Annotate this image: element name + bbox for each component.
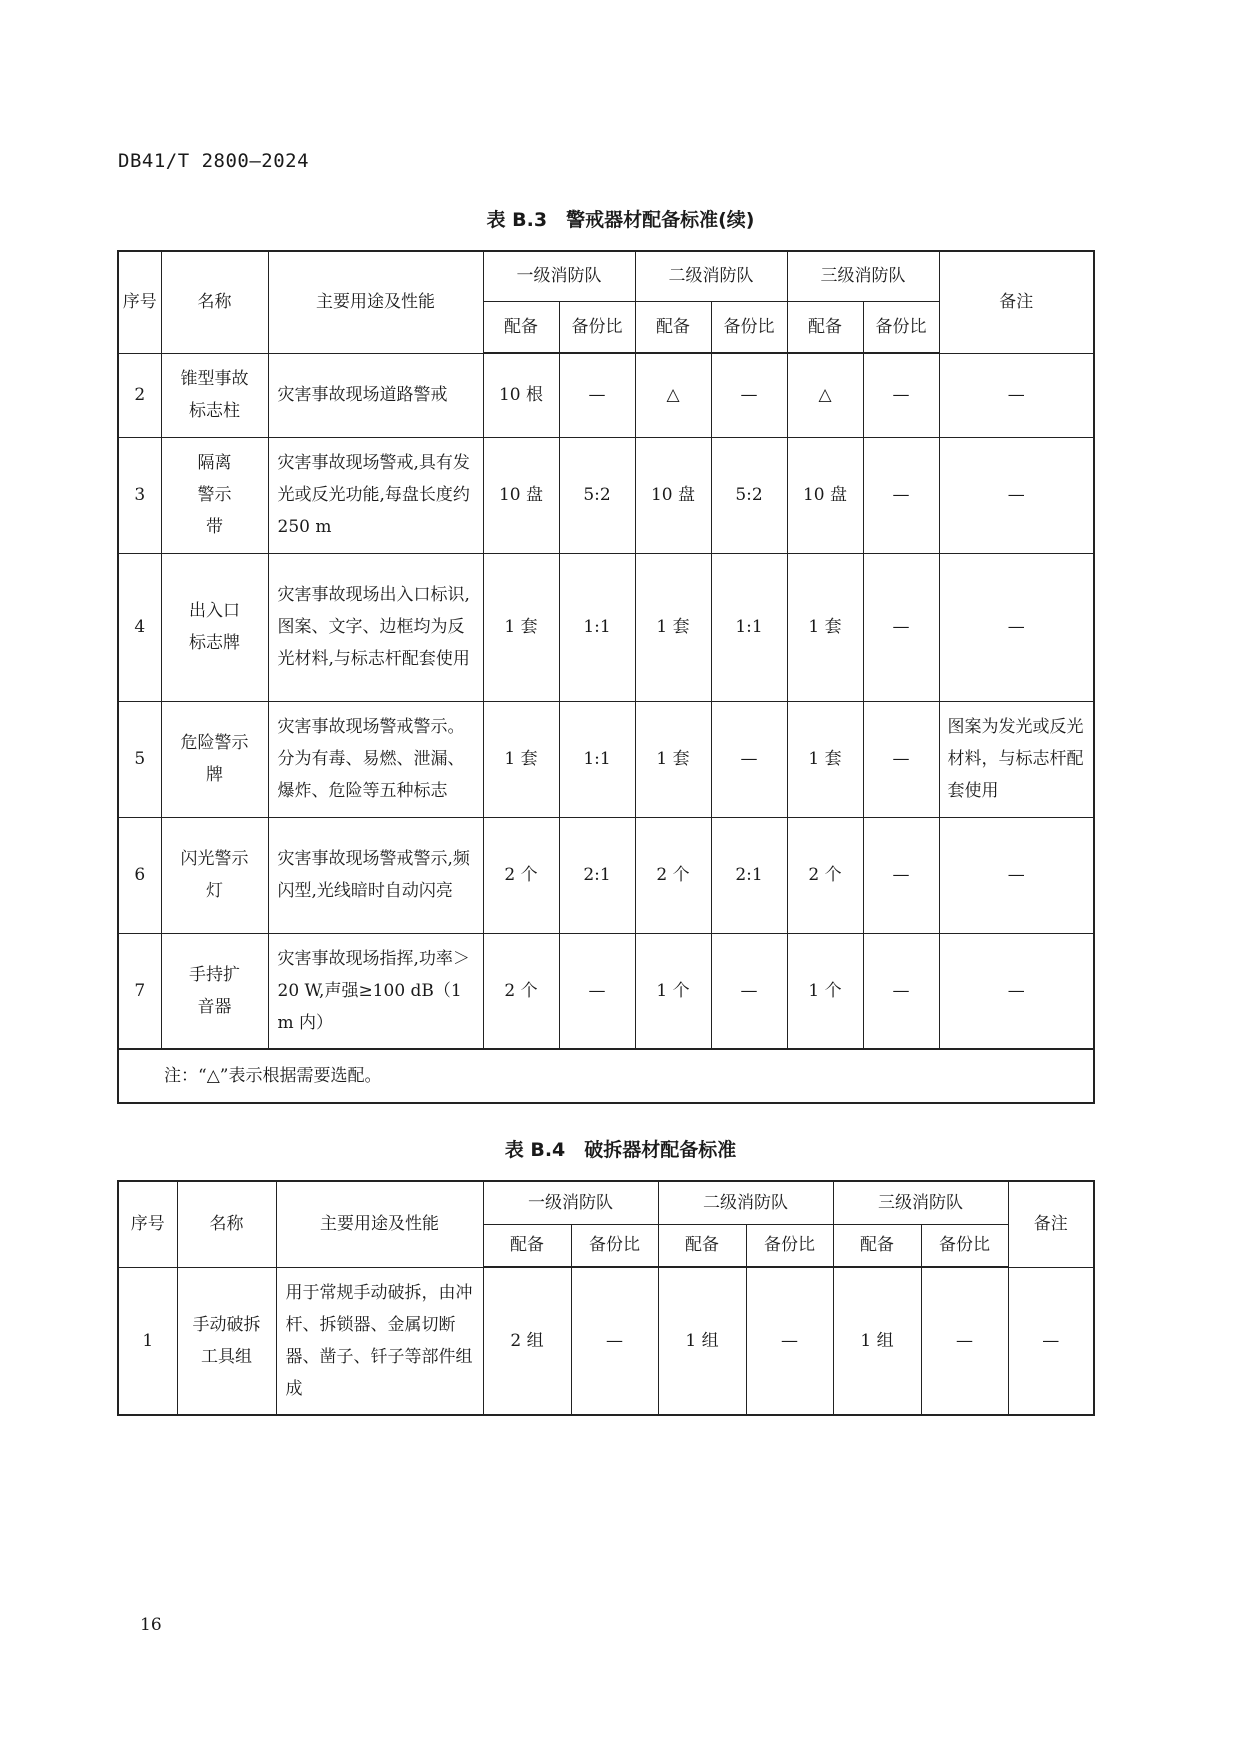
cell-l3-equip: 1 套 (787, 553, 863, 701)
cell-seq: 4 (118, 553, 161, 701)
cell-remark: 图案为发光或反光材料，与标志杆配套使用 (939, 701, 1094, 817)
cell-l1-ratio: — (559, 933, 635, 1049)
cell-l2-ratio: — (746, 1267, 833, 1415)
cell-l3-ratio: — (863, 553, 939, 701)
header-ratio: 备份比 (559, 301, 635, 353)
header-ratio: 备份比 (711, 301, 787, 353)
cell-l2-equip: 1 套 (635, 553, 711, 701)
header-remark: 备注 (939, 251, 1094, 353)
header-equip: 配备 (483, 1224, 571, 1267)
cell-remark: — (939, 817, 1094, 933)
header-equip: 配备 (635, 301, 711, 353)
header-ratio: 备份比 (571, 1224, 658, 1267)
cell-name: 危险警示牌 (161, 701, 268, 817)
cell-l1-equip: 2 组 (483, 1267, 571, 1415)
cell-l2-equip: 10 盘 (635, 437, 711, 553)
cell-l3-ratio: — (863, 437, 939, 553)
cell-name: 闪光警示灯 (161, 817, 268, 933)
cell-l3-equip: 1 组 (833, 1267, 921, 1415)
cell-l3-equip: 1 个 (787, 933, 863, 1049)
cell-seq: 5 (118, 701, 161, 817)
cell-name: 手持扩音器 (161, 933, 268, 1049)
cell-l1-equip: 1 套 (483, 701, 559, 817)
cell-l3-ratio: — (921, 1267, 1008, 1415)
cell-seq: 7 (118, 933, 161, 1049)
cell-l2-ratio: 2:1 (711, 817, 787, 933)
table-row (118, 933, 1094, 1049)
cell-use: 用于常规手动破拆，由冲杆、拆锁器、金属切断器、凿子、钎子等部件组成 (276, 1267, 483, 1415)
header-level2: 二级消防队 (635, 251, 787, 301)
cell-l2-ratio: — (711, 933, 787, 1049)
cell-l1-equip: 2 个 (483, 817, 559, 933)
header-name: 名称 (177, 1181, 276, 1267)
cell-l2-equip: 1 套 (635, 701, 711, 817)
cell-remark: — (939, 933, 1094, 1049)
cell-seq: 2 (118, 353, 161, 437)
footnote: 注：“△”表示根据需要选配。 (118, 1049, 1094, 1103)
header-name: 名称 (161, 251, 268, 353)
table-row (118, 817, 1094, 933)
page-number: 16 (140, 1615, 162, 1635)
table-b4 (117, 1180, 1095, 1416)
header-equip: 配备 (483, 301, 559, 353)
header-seq: 序号 (118, 1181, 177, 1267)
cell-use: 灾害事故现场指挥,功率＞20 W,声强≥100 dB（1 m 内） (268, 933, 483, 1049)
table-row (118, 553, 1094, 701)
cell-name: 锥型事故标志柱 (161, 353, 268, 437)
cell-l2-equip: △ (635, 353, 711, 437)
header-equip: 配备 (833, 1224, 921, 1267)
header-use: 主要用途及性能 (268, 251, 483, 353)
table-b3-caption: 表 B.3 警戒器材配备标准(续) (486, 209, 755, 231)
cell-l1-ratio: 5:2 (559, 437, 635, 553)
cell-remark: — (939, 437, 1094, 553)
header-level3: 三级消防队 (787, 251, 939, 301)
table-row (118, 437, 1094, 553)
cell-use: 灾害事故现场警戒,具有发光或反光功能,每盘长度约 250 m (268, 437, 483, 553)
header-seq: 序号 (118, 251, 161, 353)
header-level3: 三级消防队 (833, 1181, 1008, 1224)
cell-l1-ratio: 2:1 (559, 817, 635, 933)
table-row (118, 1267, 1094, 1415)
cell-name: 隔离警示带 (161, 437, 268, 553)
header-level2: 二级消防队 (658, 1181, 833, 1224)
cell-seq: 3 (118, 437, 161, 553)
table-b3 (117, 250, 1095, 1104)
cell-l1-equip: 2 个 (483, 933, 559, 1049)
header-level1: 一级消防队 (483, 251, 635, 301)
cell-name: 出入口标志牌 (161, 553, 268, 701)
cell-l1-ratio: 1:1 (559, 553, 635, 701)
cell-l3-ratio: — (863, 701, 939, 817)
cell-l3-equip: 10 盘 (787, 437, 863, 553)
cell-use: 灾害事故现场道路警戒 (268, 353, 483, 437)
cell-l2-ratio: 1:1 (711, 553, 787, 701)
cell-l2-equip: 1 组 (658, 1267, 746, 1415)
table-b4-caption: 表 B.4 破拆器材配备标准 (504, 1139, 737, 1161)
header-equip: 配备 (787, 301, 863, 353)
header-use: 主要用途及性能 (276, 1181, 483, 1267)
cell-l1-ratio: — (571, 1267, 658, 1415)
header-remark: 备注 (1008, 1181, 1094, 1267)
cell-remark: — (1008, 1267, 1094, 1415)
cell-name: 手动破拆工具组 (177, 1267, 276, 1415)
header-ratio: 备份比 (921, 1224, 1008, 1267)
header-ratio: 备份比 (746, 1224, 833, 1267)
cell-l3-equip: 1 套 (787, 701, 863, 817)
cell-l3-equip: 2 个 (787, 817, 863, 933)
header-level1: 一级消防队 (483, 1181, 658, 1224)
cell-use: 灾害事故现场出入口标识,图案、文字、边框均为反光材料,与标志杆配套使用 (268, 553, 483, 701)
cell-use: 灾害事故现场警戒警示,频闪型,光线暗时自动闪亮 (268, 817, 483, 933)
table-row (118, 353, 1094, 437)
cell-l2-ratio: — (711, 353, 787, 437)
document-code: DB41/T 2800—2024 (118, 150, 310, 172)
table-row (118, 701, 1094, 817)
header-ratio: 备份比 (863, 301, 939, 353)
cell-l3-ratio: — (863, 817, 939, 933)
cell-l1-ratio: 1:1 (559, 701, 635, 817)
cell-l1-equip: 10 盘 (483, 437, 559, 553)
header-equip: 配备 (658, 1224, 746, 1267)
cell-l1-ratio: — (559, 353, 635, 437)
cell-l2-equip: 2 个 (635, 817, 711, 933)
cell-remark: — (939, 553, 1094, 701)
cell-l3-ratio: — (863, 933, 939, 1049)
cell-l2-equip: 1 个 (635, 933, 711, 1049)
cell-l1-equip: 10 根 (483, 353, 559, 437)
cell-l3-ratio: — (863, 353, 939, 437)
cell-l1-equip: 1 套 (483, 553, 559, 701)
cell-l2-ratio: 5:2 (711, 437, 787, 553)
cell-use: 灾害事故现场警戒警示。分为有毒、易燃、泄漏、爆炸、危险等五种标志 (268, 701, 483, 817)
cell-l3-equip: △ (787, 353, 863, 437)
footnote-row (118, 1049, 1094, 1103)
cell-l2-ratio: — (711, 701, 787, 817)
cell-seq: 6 (118, 817, 161, 933)
cell-seq: 1 (118, 1267, 177, 1415)
cell-remark: — (939, 353, 1094, 437)
